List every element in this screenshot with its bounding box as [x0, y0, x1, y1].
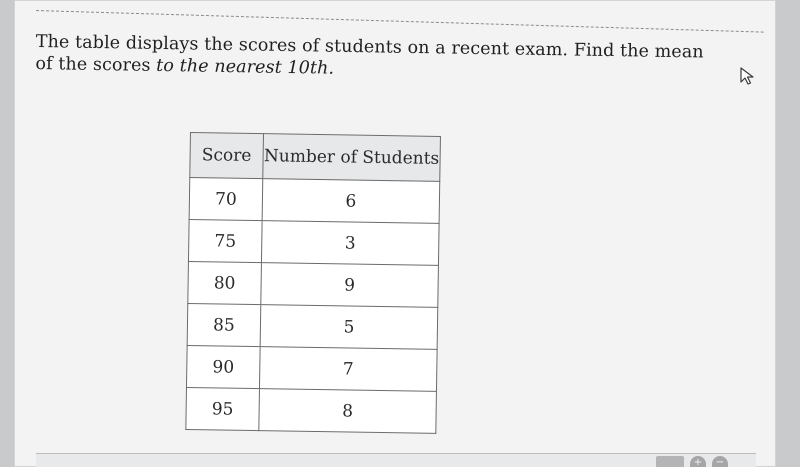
- scores-table: [185, 132, 441, 434]
- score-cell: 85: [187, 303, 261, 346]
- count-cell: 3: [261, 221, 439, 266]
- table-row: [187, 303, 438, 349]
- count-cell: 9: [261, 263, 439, 308]
- count-cell: 6: [262, 179, 440, 224]
- count-cell: 7: [259, 347, 437, 392]
- question-text: [35, 31, 726, 86]
- score-cell: 95: [186, 387, 260, 430]
- answer-toolbar: [656, 456, 728, 467]
- table-row: [188, 261, 439, 307]
- count-cell: 8: [259, 389, 437, 434]
- dashed-divider: [36, 10, 764, 33]
- table-header-row: [190, 133, 441, 182]
- score-cell: 70: [189, 178, 263, 221]
- score-cell: 80: [188, 261, 262, 304]
- keyboard-icon[interactable]: [656, 456, 684, 467]
- score-cell: 90: [186, 345, 260, 388]
- header-score: Score: [190, 133, 264, 179]
- mouse-pointer-icon: [738, 66, 758, 86]
- score-cell: 75: [188, 219, 262, 262]
- table-row: [186, 387, 437, 433]
- question-emphasis-text: to the nearest 10th.: [156, 55, 335, 79]
- count-cell: 5: [260, 305, 438, 350]
- plus-circle-icon[interactable]: +: [690, 456, 706, 467]
- header-number-of-students: Number of Students: [263, 134, 441, 182]
- table-row: [189, 178, 440, 224]
- minus-circle-icon[interactable]: −: [712, 456, 728, 467]
- table-row: [188, 219, 439, 265]
- table-row: [186, 345, 437, 391]
- question-main-text: The table displays the scores of students on a recent exam. Find the mean of the scores: [35, 31, 704, 76]
- answer-input-area[interactable]: [36, 453, 756, 467]
- question-panel: [14, 0, 776, 467]
